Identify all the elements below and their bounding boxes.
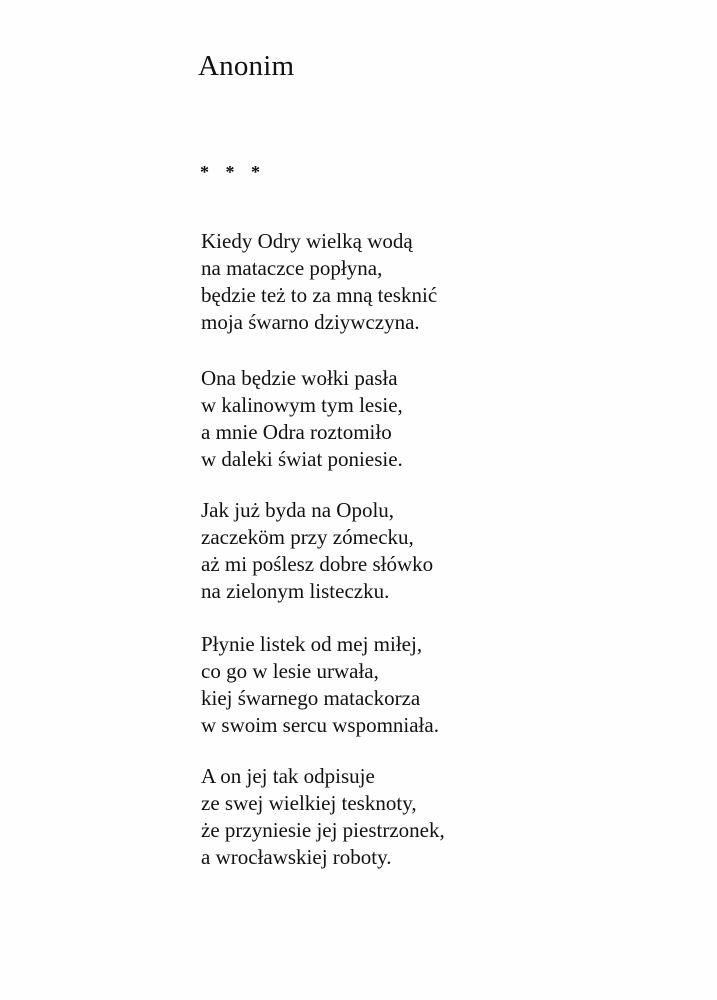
verse-line: na zielonym listeczku. [201, 579, 390, 603]
verse-line: Jak już byda na Opolu, [201, 498, 395, 522]
verse-line: będzie też to za mną tesknić [201, 283, 438, 307]
verse-line: Kiedy Odry wielką wodą [201, 229, 413, 253]
verse-line: w daleki świat poniesie. [201, 447, 403, 471]
verse-line: na mataczce popłyna, [201, 256, 383, 280]
verse-line: Płynie listek od mej miłej, [201, 632, 423, 656]
stanza-5 [201, 763, 445, 871]
verse-line: kiej śwarnego matackorza [201, 686, 421, 710]
verse-line: Ona będzie wołki pasła [201, 366, 398, 390]
verse-line: co go w lesie urwała, [201, 659, 379, 683]
verse-line: że przyniesie jej piestrzonek, [201, 818, 445, 842]
stanza-3 [201, 497, 433, 605]
verse-line: moja śwarno dziywczyna. [201, 310, 420, 334]
verse-line: zaczeköm przy zómecku, [201, 525, 414, 549]
author-heading: Anonim [198, 50, 295, 82]
verse-line: ze swej wielkiej tesknoty, [201, 791, 417, 815]
section-separator: * * * [200, 162, 266, 182]
stanza-1 [201, 228, 437, 336]
stanza-2 [201, 365, 403, 473]
verse-line: aż mi poślesz dobre słówko [201, 552, 434, 576]
verse-line: w swoim sercu wspomniała. [201, 713, 439, 737]
stanza-4 [201, 631, 439, 739]
verse-line: w kalinowym tym lesie, [201, 393, 403, 417]
verse-line: a mnie Odra roztomiło [201, 420, 392, 444]
verse-line: A on jej tak odpisuje [201, 764, 375, 788]
verse-line: a wrocławskiej roboty. [201, 845, 392, 869]
